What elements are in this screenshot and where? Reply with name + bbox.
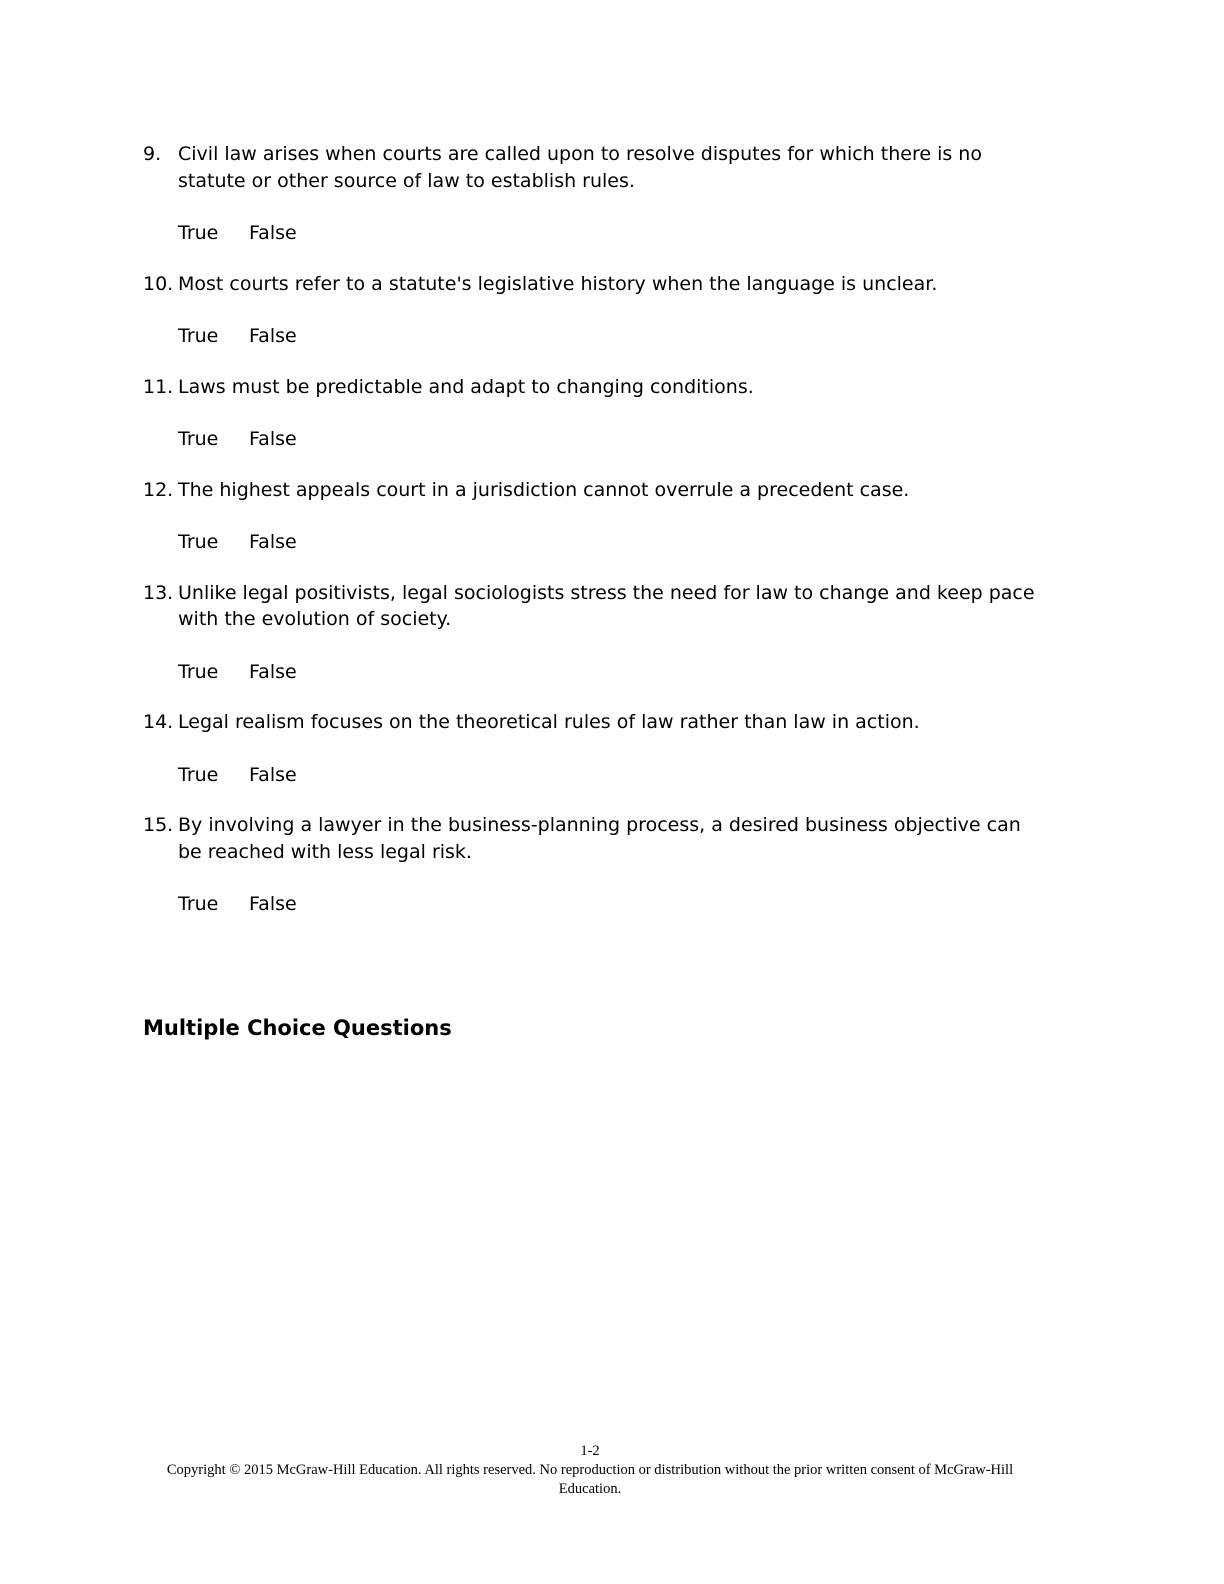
answer-options [178, 426, 1043, 453]
section-heading: Multiple Choice Questions [143, 1016, 452, 1040]
question-text: Most courts refer to a statute's legislative history when the language is unclear. [178, 272, 938, 295]
question-number: 13. [143, 581, 174, 604]
question-11 [143, 374, 1043, 453]
question-text: Laws must be predictable and adapt to changing conditions. [178, 375, 754, 398]
option-false[interactable]: False [249, 222, 297, 244]
answer-options [178, 762, 1043, 789]
question-number: 9. [143, 143, 162, 165]
answer-options [178, 323, 1043, 350]
question-text: The highest appeals court in a jurisdiction cannot overrule a precedent case. [178, 478, 910, 501]
option-false[interactable]: False [249, 531, 297, 553]
question-15 [143, 812, 1043, 918]
question-text: Unlike legal positivists, legal sociologists stress the need for law to change and keep pace with the evolution of society. [178, 581, 1035, 630]
question-text: Legal realism focuses on the theoretical rules of law rather than law in action. [178, 711, 920, 733]
answer-options [178, 659, 1043, 686]
page-footer [0, 1442, 1180, 1499]
option-true[interactable]: True [178, 531, 219, 553]
question-10 [143, 271, 1043, 350]
option-true[interactable]: True [178, 893, 219, 915]
option-false[interactable]: False [249, 660, 297, 683]
option-true[interactable]: True [178, 428, 219, 450]
question-number: 14. [143, 711, 174, 733]
option-false[interactable]: False [249, 428, 297, 450]
option-true[interactable]: True [178, 325, 219, 347]
question-number: 11. [143, 375, 174, 398]
question-number: 12. [143, 478, 174, 501]
copyright-notice: Copyright © 2015 McGraw-Hill Education. All rights reserved. No reproduction or distribution without the prior written consent of McGraw-Hill Education. [166, 1462, 1014, 1497]
option-false[interactable]: False [249, 893, 297, 915]
option-false[interactable]: False [249, 763, 297, 786]
page-number: 1-2 [580, 1443, 600, 1459]
question-number: 10. [143, 272, 174, 295]
answer-options [178, 529, 1043, 556]
question-13 [143, 580, 1043, 686]
option-true[interactable]: True [178, 763, 219, 786]
question-9 [143, 141, 1043, 247]
answer-options [178, 891, 1043, 918]
option-false[interactable]: False [249, 325, 297, 347]
question-14 [143, 709, 1043, 788]
option-true[interactable]: True [178, 222, 219, 244]
question-number: 15. [143, 814, 174, 836]
question-12 [143, 477, 1043, 556]
question-text: By involving a lawyer in the business-planning process, a desired business objective can be reached with less legal risk. [178, 814, 1021, 863]
option-true[interactable]: True [178, 660, 219, 683]
answer-options [178, 220, 1043, 247]
question-text: Civil law arises when courts are called upon to resolve disputes for which there is no statute or other source of law to establish rules. [178, 143, 982, 192]
true-false-questions [143, 141, 1043, 918]
